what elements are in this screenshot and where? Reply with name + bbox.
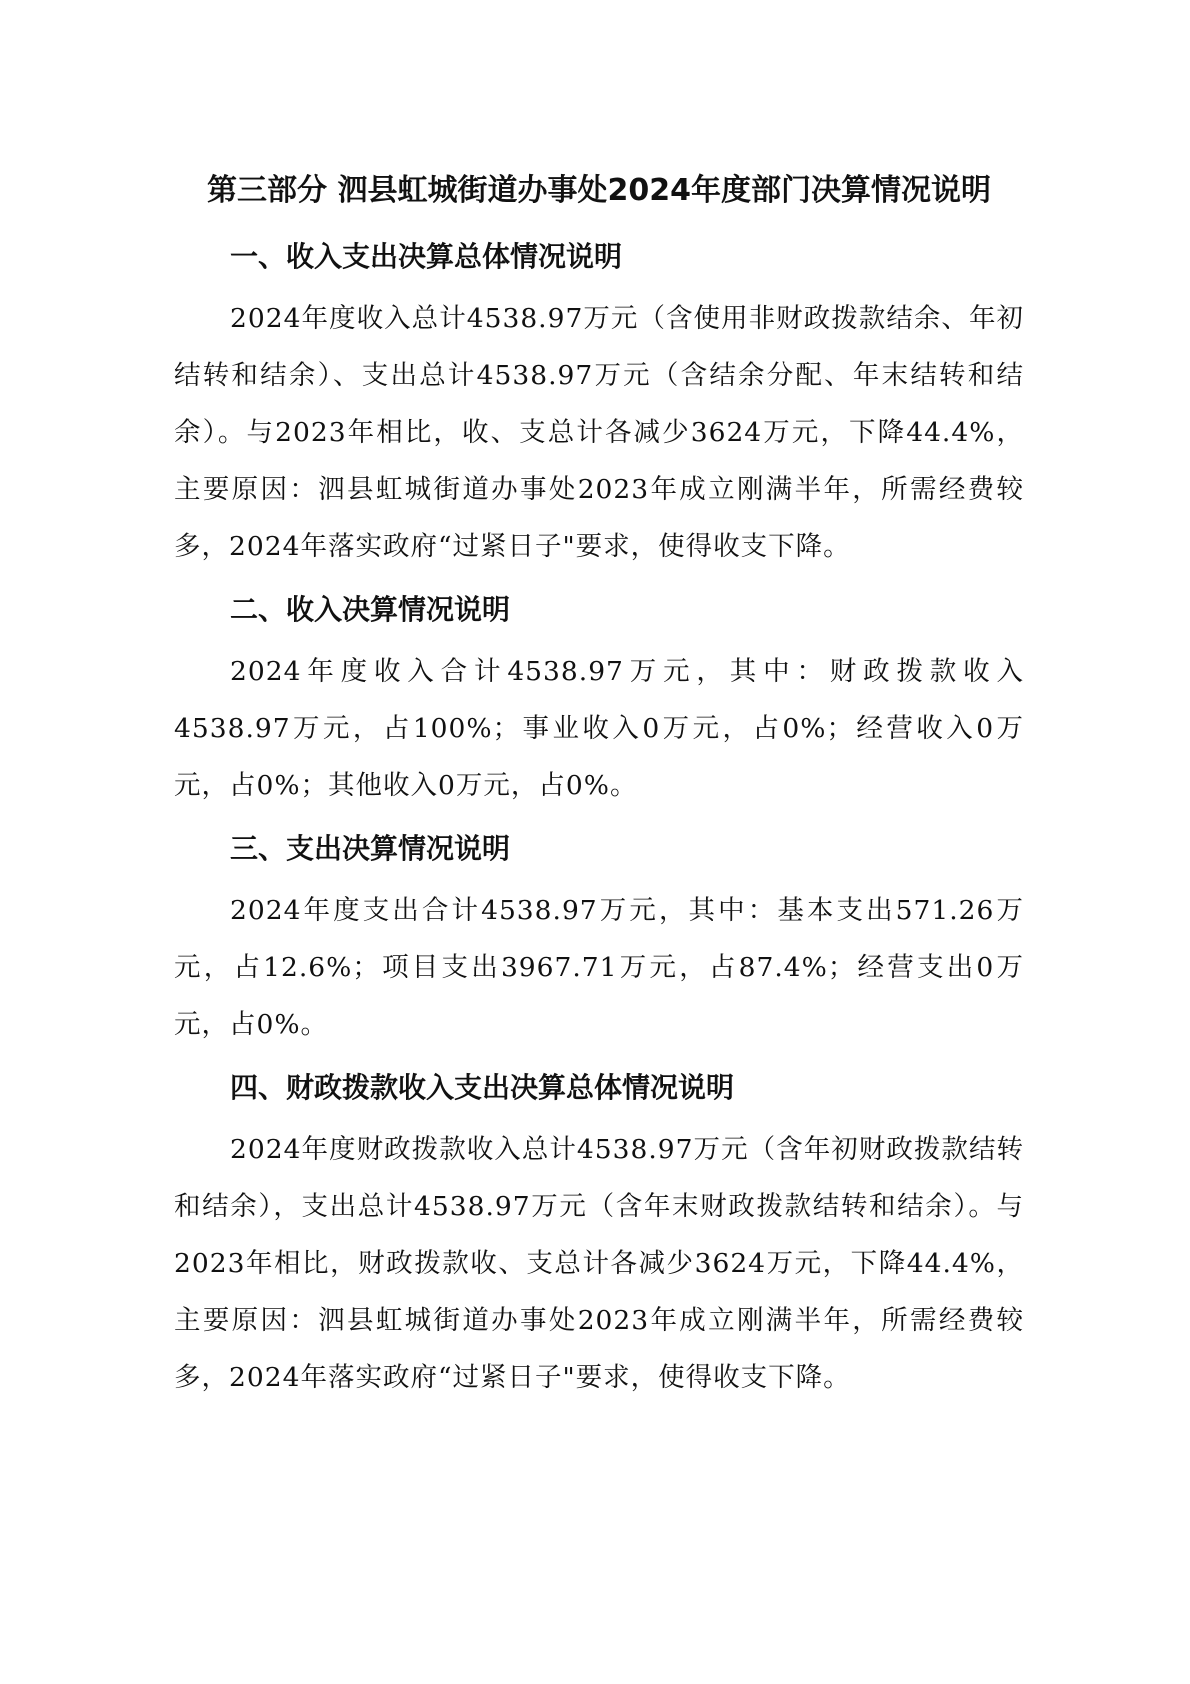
- section-heading: 二、收入决算情况说明: [230, 593, 511, 626]
- section-paragraph: 2024年度收入合计4538.97万元，其中：财政拨款收入4538.97万元，占100%；事业收入0万元，占0%；经营收入0万元，占0%；其他收入0万元，占0%。: [174, 656, 1024, 801]
- document-body: [174, 172, 1024, 1416]
- section-fiscal-appropriation-overview: [174, 1063, 1024, 1406]
- section-heading: 一、收入支出决算总体情况说明: [230, 240, 623, 273]
- section-paragraph: 2024年度财政拨款收入总计4538.97万元（含年初财政拨款结转和结余），支出总计4538.97万元（含年末财政拨款结转和结余）。与2023年相比，财政拨款收、支总计各减少3624万元，下降44.4%，主要原因：泗县虹城街道办事处2023年成立刚满半年，所需经费较多，2024年落实政府“过紧日子"要求，使得收支下降。: [174, 1134, 1024, 1393]
- title-block: [174, 172, 1024, 210]
- section-income-expenditure-overview: [174, 232, 1024, 575]
- section-income: [174, 585, 1024, 814]
- section-expenditure: [174, 824, 1024, 1053]
- section-paragraph: 2024年度收入总计4538.97万元（含使用非财政拨款结余、年初结转和结余）、支出总计4538.97万元（含结余分配、年末结转和结余）。与2023年相比，收、支总计各减少3624万元，下降44.4%，主要原因：泗县虹城街道办事处2023年成立刚满半年，所需经费较多，2024年落实政府“过紧日子"要求，使得收支下降。: [174, 303, 1024, 562]
- document-title: 第三部分 泗县虹城街道办事处2024年度部门决算情况说明: [207, 173, 991, 208]
- section-paragraph: 2024年度支出合计4538.97万元，其中：基本支出571.26万元，占12.6%；项目支出3967.71万元，占87.4%；经营支出0万元，占0%。: [174, 895, 1024, 1040]
- section-heading: 四、财政拨款收入支出决算总体情况说明: [230, 1071, 735, 1104]
- section-heading: 三、支出决算情况说明: [230, 832, 511, 865]
